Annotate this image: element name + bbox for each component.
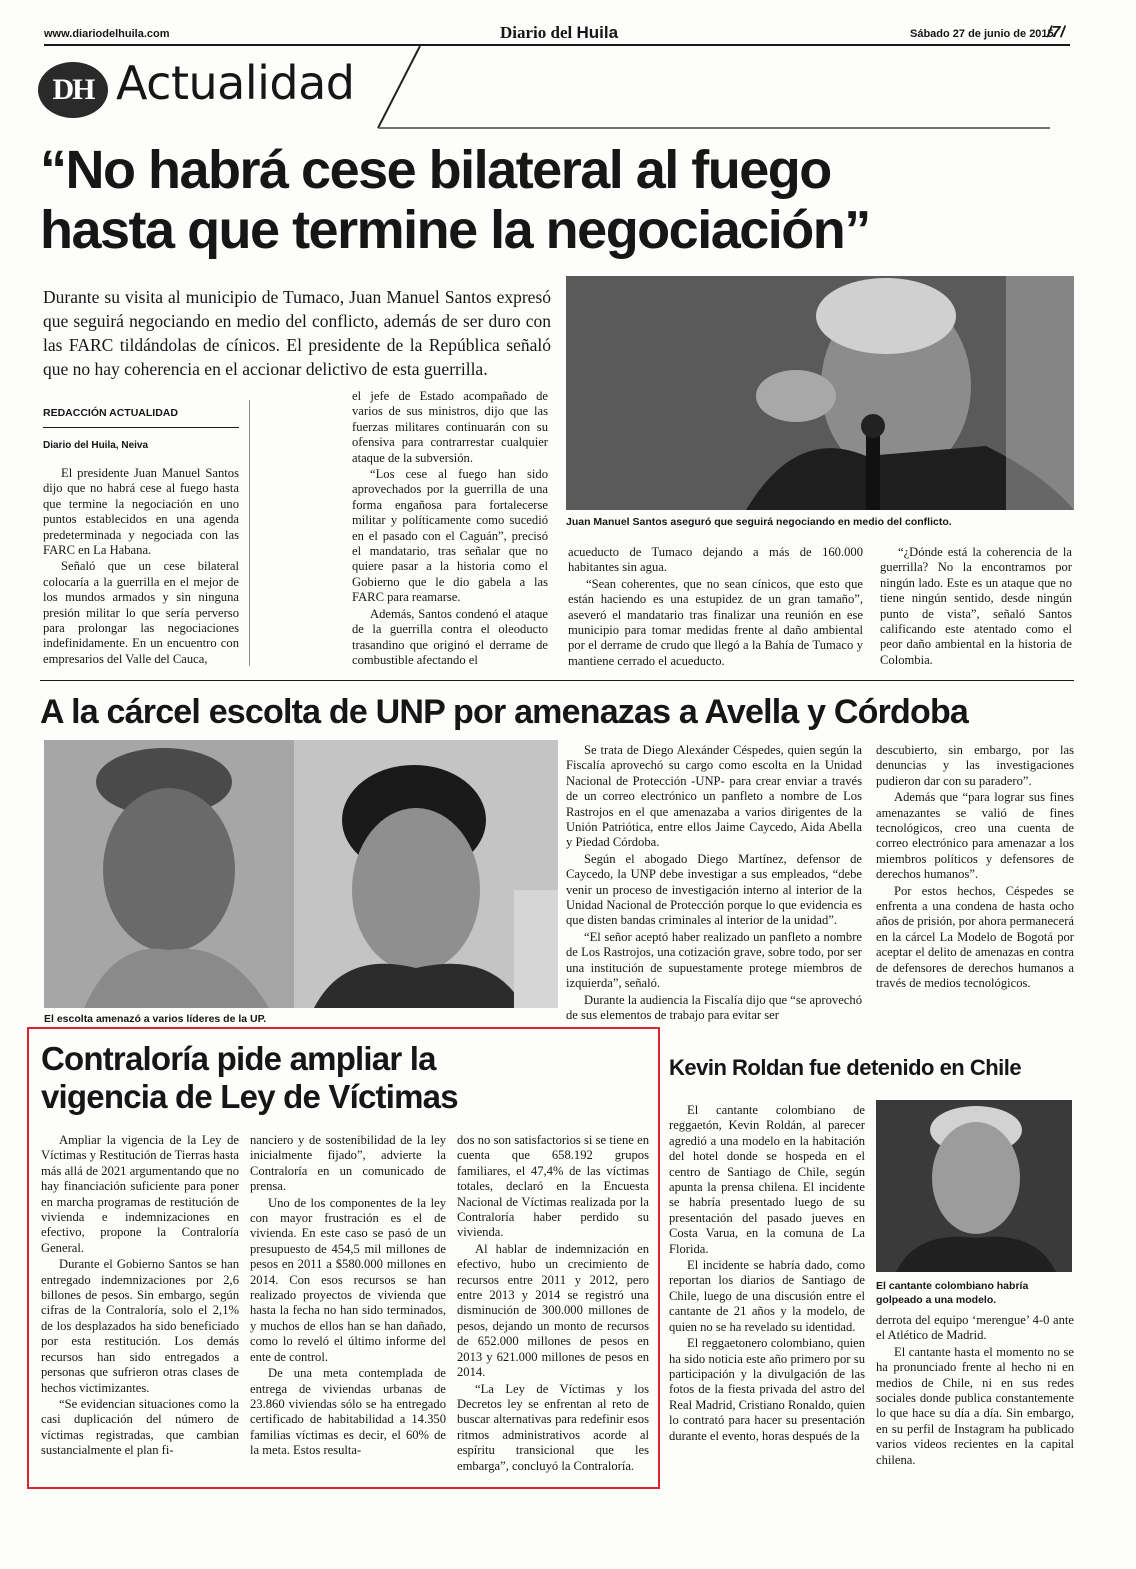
story2-col2-p3: Por estos hechos, Céspedes se enfrenta a una condena de hasta ocho años de prisión, por ahora permanecerá en la cárcel La Modelo de Bogotá por aceptar el delito de amenazas en contra de defensores de derechos humanos a través de medios tecnológicos.	[876, 883, 1074, 991]
story3-col2-p1: nanciero y de sostenibilidad de la ley inicialmente fijado”, advierte la Contraloría en un comunicado de prensa.	[250, 1133, 446, 1194]
story4-headline: Kevin Roldan fue detenido en Chile	[669, 1055, 1022, 1080]
story3-col3-p2: Al hablar de indemnización en efectivo, hubo un crecimiento de recursos entre 2011 y 2012, pero entre 2013 y 2014 se registró una disminución de 300.000 millones de pesos, dejando un monto de recursos de 652.000 millones de pesos en 2013 y 621.000 millones de pesos en 2014.	[457, 1241, 649, 1380]
story2-col2	[876, 743, 1074, 993]
story4-col1-p2: El incidente se habría dado, como reportan los diarios de Santiago de Chile, luego de una discusión entre el cantante de 21 años y la modelo, de quien no se ha revelado su identidad.	[669, 1258, 865, 1334]
website-url: www.diariodelhuila.com	[44, 28, 170, 40]
story4-photo-caption: El cantante colombiano habría golpeado a una modelo.	[876, 1280, 1029, 1306]
page-number: /7/	[1047, 24, 1065, 41]
story2-col1-p3: “El señor aceptó haber realizado un panfleto a nombre de Los Rastrojos, una cotización grave, sobre todo, por ser una institución de supuestamente protege miembros de izquierda”, señaló.	[566, 929, 862, 991]
newspaper-name-plain: Diario del	[500, 23, 577, 42]
section-swoosh	[350, 46, 1070, 130]
story1-col4	[880, 545, 1072, 669]
story3-col2-p2: Uno de los componentes de la ley con mayor frustración es el de vivienda. En este caso se pasó de un presupuesto de 454,5 mil millones de pesos en 2011 a $580.000 millones en 2014. Con esos recursos se han realizado proyectos de vivienda que hasta la fecha no han sido terminados, y muchos de ellos han se han dañado, como lo reveló el último informe del ente de control.	[250, 1195, 446, 1364]
story1-lead: Durante su visita al municipio de Tumaco, Juan Manuel Santos expresó que seguirá negociando en medio del conflicto, además de ser duro con las FARC tildándolas de cínicos. El presidente de la República señaló que no hay coherencia en el accionar delictivo de esta guerrilla.	[43, 287, 551, 379]
story3-col2	[250, 1133, 446, 1460]
col-divider	[249, 400, 250, 666]
santos-photo-caption: Juan Manuel Santos aseguró que seguirá negociando en medio del conflicto.	[566, 516, 952, 528]
story3-col3-p1: dos no son satisfactorios si se tiene en cuenta que 658.192 grupos familiares, el 47,4% de las víctimas totales, declaró en la Encuesta Nacional de Víctimas realizada por la Contraloría haber perdido su vivienda.	[457, 1133, 649, 1240]
story4-col2-p2: El cantante hasta el momento no se ha pronunciado frente al hecho ni en medios de Chile, ni en sus redes sociales donde publica constantemente lo que hace su día a día. Sin embargo, en su perfil de Instagram ha publicado varios videos recientes en la capital chilena.	[876, 1344, 1074, 1467]
story1-col1-p2: Señaló que un cese bilateral colocaría a la guerrilla en el mejor de los mundos armados y sin ninguna presión militar lo que sería perverso para prolongar las negociaciones indefinidamente. En un encuentro con empresarios del Valle del Cauca,	[43, 559, 239, 666]
story2-col2-p2: Además que “para lograr sus fines amenazantes se valió de fines tecnológicos, creo una cuenta de correo electrónico para amenazar a los miembros políticos y defensores de derechos humanos”.	[876, 790, 1074, 882]
newspaper-name-bold: Huila	[576, 23, 619, 42]
story3-col2-p3: De una meta contemplada de entrega de viviendas urbanas de 23.860 viviendas sólo se ha entregado certificado de habitabilidad a 14.350 familias víctimas es decir, el 60% de la meta. Estos resulta-	[250, 1366, 446, 1458]
story1-byline: REDACCIÓN ACTUALIDAD	[43, 407, 178, 419]
story2-col1-p1: Se trata de Diego Alexánder Céspedes, quien según la Fiscalía aprovechó su cargo como escolta en la Unidad Nacional de Protección -UNP- para crear enviar a través de un correo electrónico un panfleto a nombre de Los Rastrojos en el que amenazaba a varios dirigentes de la Unión Patriótica, entre ellos Jaime Caycedo, Aida Abella y Piedad Córdoba.	[566, 743, 862, 850]
newspaper-name	[500, 23, 618, 43]
story3-headline-line2: vigencia de Ley de Víctimas	[41, 1078, 458, 1115]
story2-headline: A la cárcel escolta de UNP por amenazas a Avella y Córdoba	[40, 693, 969, 731]
story3-col1	[41, 1133, 239, 1460]
story2-col1	[566, 743, 862, 1024]
story4-col1-p3: El reggaetonero colombiano, quien ha sido noticia este año primero por su participación y la divulgación de las fotos de la fiesta privada del astro del Real Madrid, Cristiano Ronaldo, quien lo contrató para hacer su presentación durante el evento, horas después de la	[669, 1336, 865, 1443]
story1-col1-p1: El presidente Juan Manuel Santos dijo que no habrá cese al fuego hasta que termine la negociación en uno puntos establecidos en una agenda predeterminada y negociada con las FARC en La Habana.	[43, 466, 239, 558]
story3-headline-line1: Contraloría pide ampliar la	[41, 1040, 436, 1077]
story1-col2-p3: Además, Santos condenó el ataque de la guerrilla contra el oleoducto trasandino que originó el derrame de combustible afectando el	[352, 606, 548, 667]
story2-photo-caption: El escolta amenazó a varios líderes de la UP.	[44, 1013, 267, 1025]
story3-col1-p3: “Se evidencian situaciones como la casi duplicación del número de víctimas registradas, que cambian sustancialmente el plan fi-	[41, 1396, 239, 1458]
story2-col1-p4: Durante la audiencia la Fiscalía dijo que “se aprovechó de sus elementos de trabajo para evitar ser	[566, 992, 862, 1022]
issue-date: Sábado 27 de junio de 2015	[910, 28, 1054, 40]
story1-col2	[352, 389, 548, 669]
story1-col4-p1: “¿Dónde está la coherencia de la guerrilla? No la encontramos por ningún lado. Este es un ataque que no tiene ningún sentido, desde ningún punto de vista”, señaló Santos calificando este atentado como el peor daño ambiental en la historia de Colombia.	[880, 545, 1072, 667]
story3-col1-p1: Ampliar la vigencia de la Ley de Víctimas y Restitución de Tierras hasta más allá de 2021 argumentando que no hay financiación suficiente para poner en marcha programas de restitución de vivienda e indemnizaciones en efectivo, propone la Contraloría General.	[41, 1133, 239, 1255]
kevin-roldan-photo	[876, 1100, 1072, 1272]
story1-col3	[568, 545, 863, 670]
story1-col1	[43, 466, 239, 668]
byline-rule	[43, 427, 239, 428]
story3-headline	[41, 1040, 651, 1116]
story-divider	[40, 680, 1074, 681]
story3-col1-p2: Durante el Gobierno Santos se han entregado indemnizaciones por 2,6 billones de pesos. Sin embargo, según cifras de la Contraloría, solo el 2,1% de los desplazados ha sido beneficiado por esta restitución. Los demás recursos han sido entregados a personas que sufrieron otras clases de hechos victimizantes.	[41, 1257, 239, 1395]
story4-col1-p1: El cantante colombiano de reggaetón, Kevin Roldán, al parecer agredió a una modelo en la habitación del hotel donde se hospeda en el centro de Santiago de Chile, según apunta la prensa chilena. El incidente se habría presentado luego de su presentación del pasado jueves en Costa Varua, en la comuna de La Florida.	[669, 1103, 865, 1256]
story4-col2	[876, 1313, 1074, 1469]
story4-col2-p1: derrota del equipo ‘merengue’ 4-0 ante el Atlético de Madrid.	[876, 1313, 1074, 1343]
story3-col3-p3: “La Ley de Víctimas y los Decretos ley se enfrentan al reto de buscar alternativas para redefinir esos ritmos administrativos acorde al espíritu transicional que les embarga”, concluyó la Contraloría.	[457, 1381, 649, 1473]
story1-dateline: Diario del Huila, Neiva	[43, 440, 149, 451]
story3-col3	[457, 1133, 649, 1475]
story1-col2-p1: el jefe de Estado acompañado de varios de sus ministros, dijo que las fuerzas militares continuarán con su ofensiva para contrarrestar cualquier ataque de la subversión.	[352, 389, 548, 465]
story4-col1	[669, 1103, 865, 1445]
story1-headline	[40, 140, 1100, 260]
abella-cordoba-photo	[44, 740, 558, 1008]
santos-photo	[566, 276, 1074, 510]
story2-col2-p1: descubierto, sin embargo, por las denuncias y las investigaciones pudieron dar con su paradero”.	[876, 743, 1074, 788]
story1-col3-p1: acueducto de Tumaco dejando a más de 160.000 habitantes sin agua.	[568, 545, 863, 575]
story1-col3-p2: “Sean coherentes, que no sean cínicos, que esto que están haciendo es una estupidez de un gran tamaño”, aseveró el mandatario tras finalizar una reunión en ese municipio para tomar medidas frente al daño ambiental por el derrame de crudo que llegó a la Bahía de Tumaco y mantiene cerrado el acueducto.	[568, 576, 863, 668]
story1-headline-line2: hasta que termine la negociación”	[40, 200, 870, 260]
story1-headline-line1: “No habrá cese bilateral al fuego	[40, 140, 831, 200]
story2-col1-p2: Según el abogado Diego Martínez, defensor de Caycedo, la UNP debe investigar a sus empleados, “debe venir un proceso de investigación interno al interior de la Unidad Nacional de Protección porque lo que evidencia es que disten bandas criminales al interior de la unidad”.	[566, 851, 862, 928]
dh-logo: DH	[38, 62, 108, 118]
story1-col2-p2: “Los cese al fuego han sido aprovechados por la guerrilla de una forma engañosa para fortalecerse militar y políticamente como sucedió en el pasado con el Caguán”, precisó el mandatario, tras señalar que no quiere pasar a la historia como el Gobierno que le dio gabela a las FARC para reamarse.	[352, 467, 548, 605]
section-title: Actualidad	[116, 56, 355, 110]
